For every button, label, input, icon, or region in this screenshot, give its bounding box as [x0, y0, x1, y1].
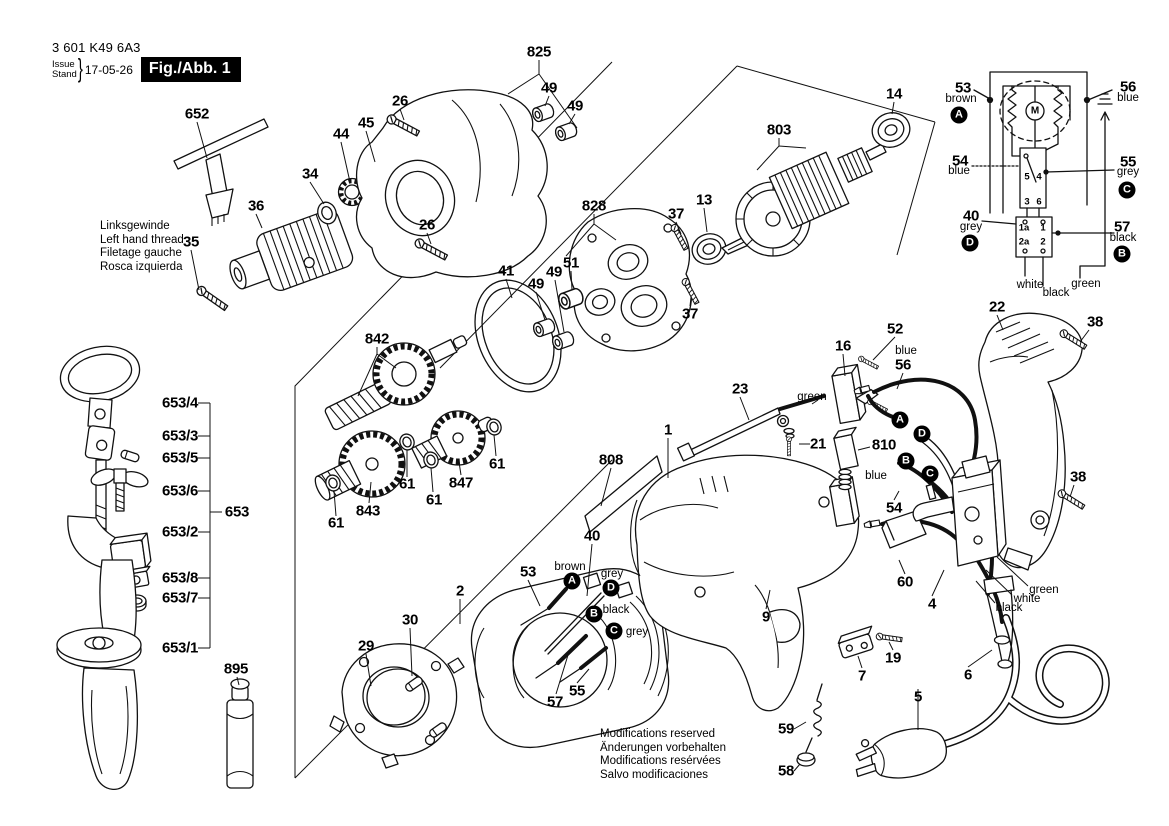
part-label: 9	[761, 608, 771, 626]
wire-color-label: blue	[895, 345, 917, 357]
part-label: 26	[418, 216, 436, 234]
part-label: 40	[583, 527, 601, 545]
wire-color-label: black	[995, 602, 1023, 614]
part-label: 22	[988, 298, 1006, 316]
part-label: 45	[357, 114, 375, 132]
part-label: 4	[927, 595, 937, 613]
wire-color-label: blue	[865, 470, 887, 482]
part-label: 23	[731, 380, 749, 398]
wire-color-label: black	[1042, 287, 1070, 299]
part-label: 38	[1086, 313, 1104, 331]
wire-color-label: grey	[1116, 166, 1140, 178]
part-label: 653	[224, 503, 250, 521]
part-label: 51	[562, 254, 580, 272]
part-label: 55	[568, 682, 586, 700]
schematic-pin-label: 5	[1024, 171, 1030, 183]
schematic-pin-label: 6	[1036, 196, 1042, 208]
wire-letter-badge: D	[914, 426, 931, 443]
part-label: 653/2	[161, 523, 199, 541]
wire-color-label: green	[797, 391, 827, 403]
wire-letter-badge: A	[564, 573, 581, 590]
wire-letter-badge: A	[892, 412, 909, 429]
part-label: 40	[962, 207, 980, 225]
wire-letter-badge: D	[962, 235, 979, 252]
part-label: 37	[667, 205, 685, 223]
part-label: 2	[455, 582, 465, 600]
part-label: 828	[581, 197, 607, 215]
wire-color-label: green	[1029, 584, 1059, 596]
part-label: 14	[885, 85, 903, 103]
wire-color-label: white	[1016, 279, 1044, 291]
modifications-note: Modifications reserved Änderungen vorbehalten Modifications resérvées Salvo modificaciones	[600, 728, 726, 781]
part-label: 38	[1069, 468, 1087, 486]
part-label: 653/4	[161, 394, 199, 412]
brace-glyph: }	[77, 55, 83, 84]
part-label: 60	[896, 573, 914, 591]
wire-letter-badge: C	[606, 623, 623, 640]
part-label: 58	[777, 762, 795, 780]
wire-letter-badge: B	[586, 606, 603, 623]
part-label: 35	[182, 233, 200, 251]
wire-color-label: blue	[948, 165, 970, 177]
part-label: 13	[695, 191, 713, 209]
part-label: 26	[391, 92, 409, 110]
part-label: 54	[951, 152, 969, 170]
wire-color-label: grey	[600, 568, 624, 580]
part-label: 895	[223, 660, 249, 678]
part-label: 803	[766, 121, 792, 139]
issue-stand-words: Issue Stand	[52, 58, 77, 80]
part-label: 41	[497, 262, 515, 280]
part-label: 810	[871, 436, 897, 454]
wire-color-label: brown	[945, 93, 977, 105]
wire-color-label: black	[1109, 232, 1137, 244]
part-label: 52	[886, 320, 904, 338]
part-label: 57	[546, 693, 564, 711]
schematic-pin-label: 1a	[1018, 222, 1030, 234]
wire-color-label: black	[602, 604, 630, 616]
part-label: 49	[540, 79, 558, 97]
schematic-pin-label: 2	[1040, 236, 1046, 248]
wire-letter-badge: B	[898, 453, 915, 470]
wire-letter-badge: A	[951, 107, 968, 124]
part-label: 653/1	[161, 639, 199, 657]
part-label: 842	[364, 330, 390, 348]
part-label: 56	[1119, 78, 1137, 96]
part-label: 653/5	[161, 449, 199, 467]
part-label: 57	[1113, 218, 1131, 236]
part-label: 61	[327, 514, 345, 532]
part-label: 44	[332, 125, 350, 143]
part-label: 843	[355, 502, 381, 520]
part-label: 653/6	[161, 482, 199, 500]
wire-color-label: brown	[554, 561, 586, 573]
left-hand-thread-note: Linksgewinde Left hand thread Filetage gauche Rosca izquierda	[100, 220, 184, 273]
part-label: 56	[894, 356, 912, 374]
wire-color-label: white	[1013, 593, 1041, 605]
schematic-pin-label: 2a	[1018, 236, 1030, 248]
part-label: 53	[954, 79, 972, 97]
part-label: 825	[526, 43, 552, 61]
wire-color-label: grey	[625, 626, 649, 638]
wire-letter-badge: D	[603, 580, 620, 597]
wire-color-label: grey	[959, 221, 983, 233]
part-label: 34	[301, 165, 319, 183]
part-label: 653/8	[161, 569, 199, 587]
figure-label: Fig./Abb. 1	[141, 57, 241, 82]
part-label: 59	[777, 720, 795, 738]
part-label: 7	[857, 667, 867, 685]
part-label: 5	[913, 688, 923, 706]
part-label: 49	[566, 97, 584, 115]
part-label: 808	[598, 451, 624, 469]
part-label: 54	[885, 499, 903, 517]
part-label: 61	[398, 475, 416, 493]
part-label: 49	[545, 263, 563, 281]
part-label: 6	[963, 666, 973, 684]
wire-color-label: blue	[1117, 92, 1139, 104]
part-label: 55	[1119, 153, 1137, 171]
wire-letter-badge: C	[922, 466, 939, 483]
part-label: 1	[663, 421, 673, 439]
part-label: 653/3	[161, 427, 199, 445]
part-label: 37	[681, 305, 699, 323]
part-label: 49	[527, 275, 545, 293]
part-label: 29	[357, 637, 375, 655]
part-label: 847	[448, 474, 474, 492]
issue-date: 17-05-26	[84, 62, 133, 77]
wire-color-label: green	[1071, 278, 1101, 290]
schematic-pin-label: 3	[1024, 196, 1030, 208]
part-label: 21	[809, 435, 827, 453]
type-number: 3 601 K49 6A3	[52, 40, 141, 55]
part-label: 19	[884, 649, 902, 667]
part-label: 16	[834, 337, 852, 355]
part-label: 53	[519, 563, 537, 581]
wire-letter-badge: B	[1114, 246, 1131, 263]
part-label: 61	[425, 491, 443, 509]
schematic-pin-label: 1	[1040, 222, 1046, 234]
part-label: 653/7	[161, 589, 199, 607]
part-label: 61	[488, 455, 506, 473]
motor-symbol-label: M	[1030, 105, 1040, 117]
part-label: 36	[247, 197, 265, 215]
schematic-pin-label: 4	[1036, 171, 1042, 183]
wire-letter-badge: C	[1119, 182, 1136, 199]
part-label: 30	[401, 611, 419, 629]
part-label: 652	[184, 105, 210, 123]
